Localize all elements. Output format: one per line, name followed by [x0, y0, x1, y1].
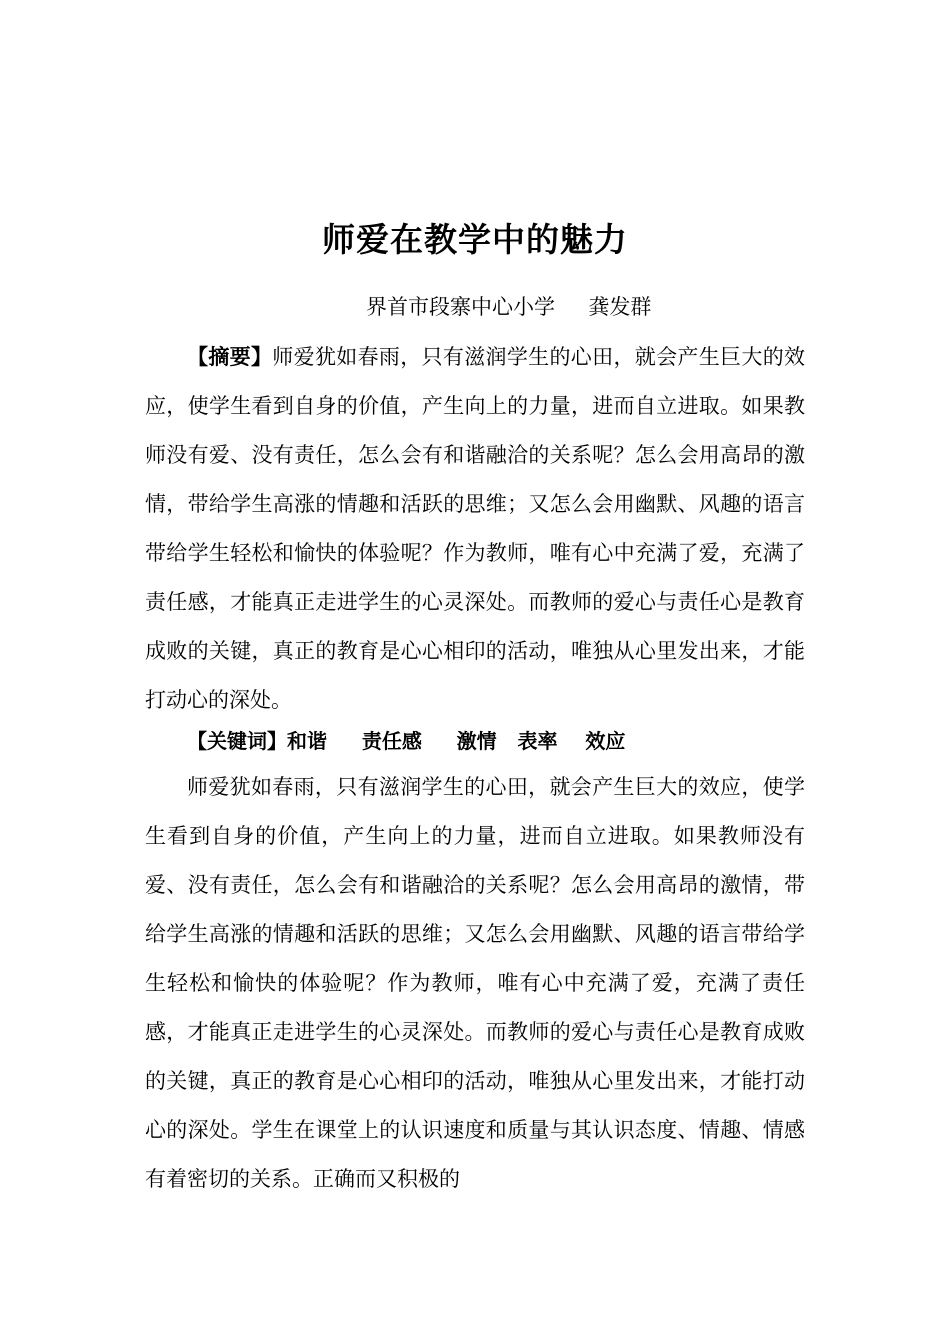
body-paragraph: 师爱犹如春雨，只有滋润学生的心田，就会产生巨大的效应，使学生看到自身的价值，产生向上的力量，进而自立进取。如果教师没有爱、没有责任，怎么会有和谐融洽的关系呢？怎么会用高昂的激情，带给学生高涨的情趣和活跃的思维；又怎么会用幽默、风趣的语言带给学生轻松和愉快的体验呢？作为教师，唯有心中充满了爱，充满了责任感，才能真正走进学生的心灵深处。而教师的爱心与责任心是教育成败的关键，真正的教育是心心相印的活动，唯独从心里发出来，才能打动心的深处。学生在课堂上的认识速度和质量与其认识态度、情趣、情感有着密切的关系。正确而又积极的 — [145, 775, 805, 1191]
keywords-text: 和谐 责任感 激情 表率 效应 — [287, 729, 626, 753]
author-line: 界首市段寨中心小学 龚发群 — [366, 295, 652, 319]
keywords-line — [187, 717, 625, 766]
document-title: 师爱在教学中的魅力 — [322, 220, 628, 259]
abstract-paragraph — [145, 332, 805, 725]
abstract-text: 师爱犹如春雨，只有滋润学生的心田，就会产生巨大的效应，使学生看到自身的价值，产生向上的力量，进而自立进取。如果教师没有爱、没有责任，怎么会有和谐融洽的关系呢？怎么会用高昂的激情，带给学生高涨的情趣和活跃的思维；又怎么会用幽默、风趣的语言带给学生轻松和愉快的体验呢？作为教师，唯有心中充满了爱，充满了责任感，才能真正走进学生的心灵深处。而教师的爱心与责任心是教育成败的关键，真正的教育是心心相印的活动，唯独从心里发出来，才能打动心的深处。 — [145, 345, 806, 712]
abstract-label: 【摘要】 — [187, 344, 273, 369]
keywords-label: 【关键词】 — [187, 729, 287, 753]
